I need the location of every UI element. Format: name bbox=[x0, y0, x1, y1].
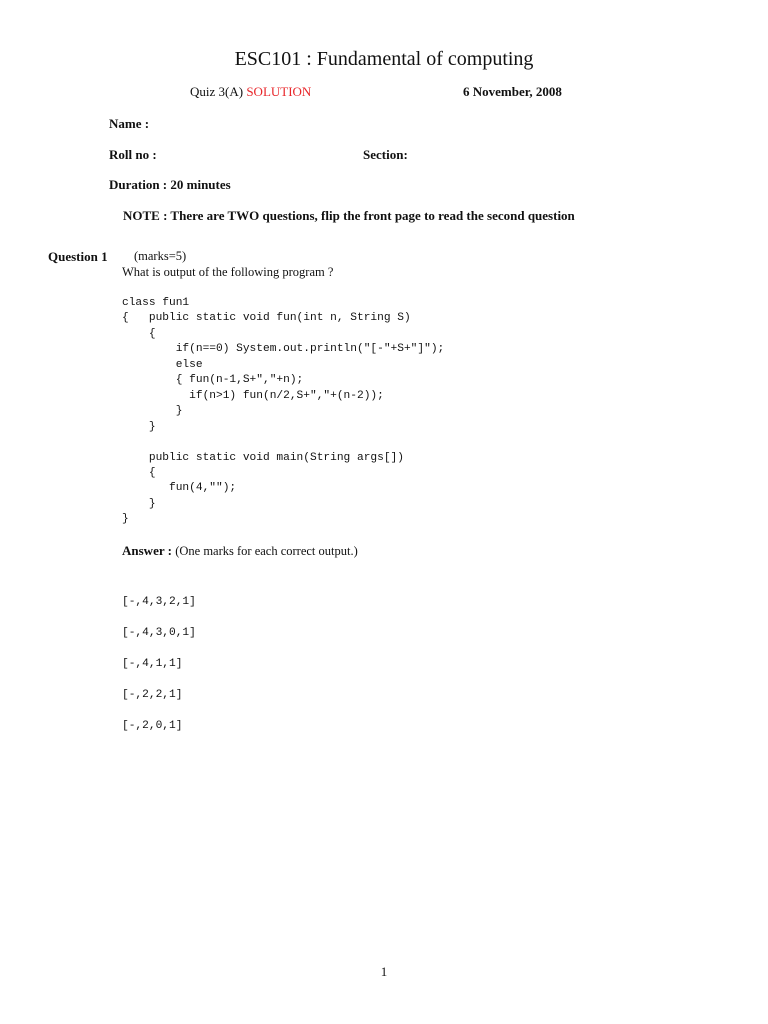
answer-label: Answer : bbox=[122, 543, 172, 558]
page-number: 1 bbox=[380, 964, 388, 979]
section-label: Section: bbox=[363, 147, 408, 162]
question-prompt: What is output of the following program ? bbox=[122, 265, 334, 279]
question-label: Question 1 bbox=[48, 249, 108, 264]
output-line: [-,2,0,1] bbox=[122, 720, 183, 732]
document-title: ESC101 : Fundamental of computing bbox=[234, 48, 534, 70]
code-listing: class fun1 { public static void fun(int n, String S) { if(n==0) System.out.println("[-"+S+"]"); else { fun(n-1,S+","+n); if(n>1) fun(n/2,S+","+(n-2)); } } public static void main(String args[]) { fun(4,""); } } bbox=[122, 297, 445, 526]
solution-label: SOLUTION bbox=[246, 84, 312, 99]
question-marks: (marks=5) bbox=[134, 249, 187, 263]
output-line: [-,4,3,2,1] bbox=[122, 596, 196, 608]
answer-note: (One marks for each correct output.) bbox=[175, 544, 358, 558]
name-label: Name : bbox=[109, 116, 150, 131]
quiz-date: 6 November, 2008 bbox=[463, 84, 562, 99]
answer-line bbox=[122, 543, 358, 559]
note-text: NOTE : There are TWO questions, flip the front page to read the second question bbox=[123, 208, 575, 223]
output-line: [-,4,1,1] bbox=[122, 658, 183, 670]
roll-number-label: Roll no : bbox=[109, 147, 157, 162]
output-line: [-,4,3,0,1] bbox=[122, 627, 196, 639]
quiz-number: Quiz 3(A) bbox=[190, 84, 244, 99]
quiz-label bbox=[190, 84, 311, 100]
duration-label: Duration : 20 minutes bbox=[109, 177, 231, 192]
output-line: [-,2,2,1] bbox=[122, 689, 183, 701]
